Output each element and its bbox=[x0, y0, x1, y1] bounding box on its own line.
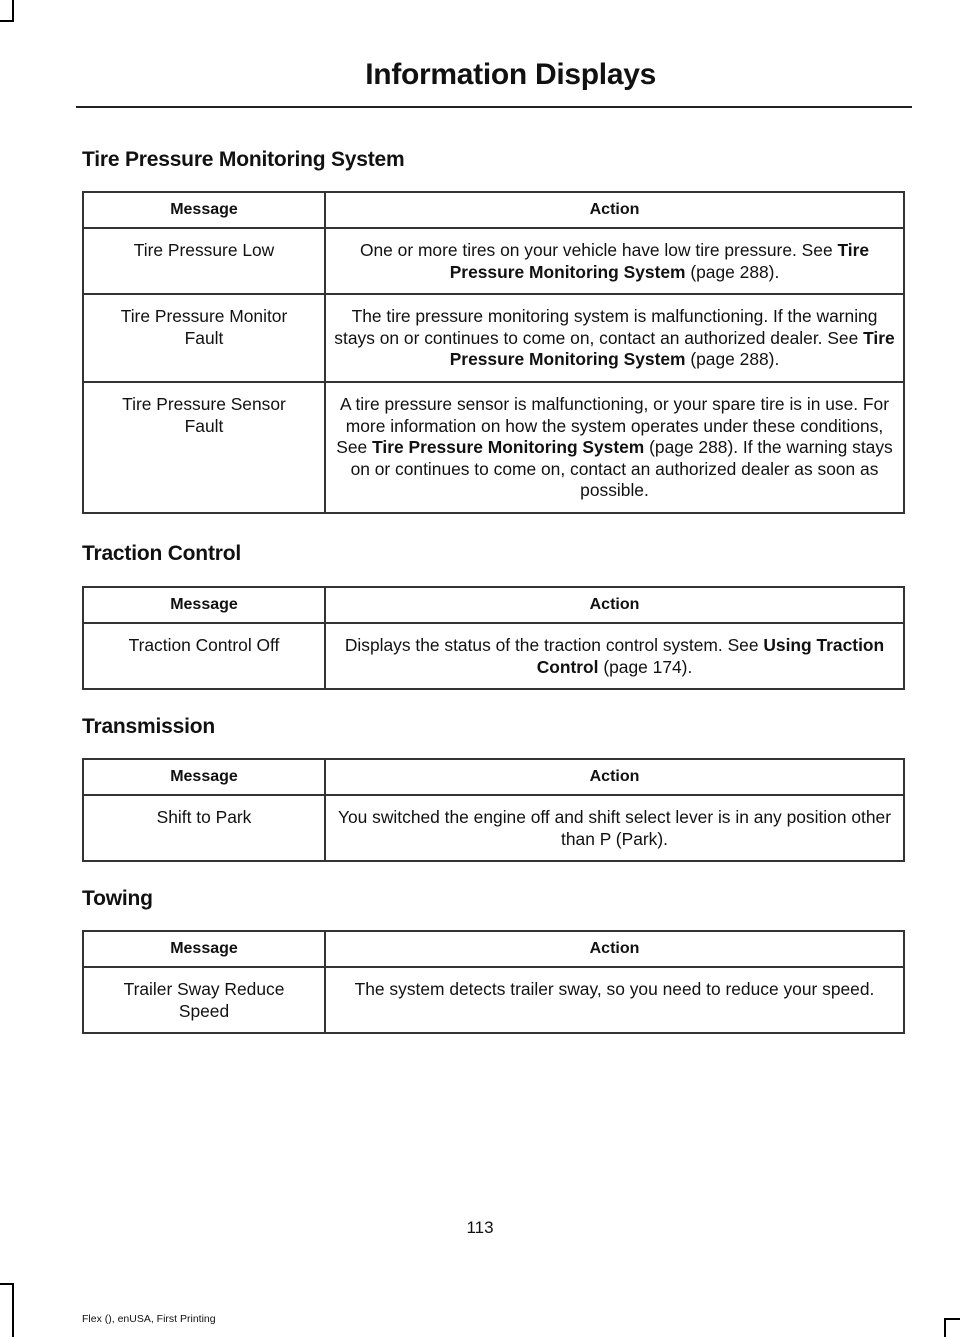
cross-reference-link[interactable]: Tire Pressure Monitoring System bbox=[449, 327, 895, 370]
column-header-message: Message bbox=[83, 931, 325, 967]
table-transmission bbox=[82, 758, 905, 862]
table-tpms bbox=[82, 191, 905, 514]
header-divider bbox=[76, 106, 912, 108]
column-header-action: Action bbox=[325, 759, 904, 795]
message-cell: Tire Pressure Sensor Fault bbox=[83, 382, 325, 513]
message-cell: Tire Pressure Low bbox=[83, 228, 325, 294]
crop-mark bbox=[0, 20, 14, 22]
table-header-row bbox=[83, 192, 904, 228]
crop-mark bbox=[944, 1318, 960, 1320]
message-cell: Trailer Sway Reduce Speed bbox=[83, 967, 325, 1033]
page-reference: (page 174). bbox=[598, 656, 693, 677]
footer-edition-note: Flex (), enUSA, First Printing bbox=[82, 1313, 216, 1325]
action-text: The tire pressure monitoring system is malfunctioning. If the warning stays on or continues to come on, contact an authorized dealer. See bbox=[334, 306, 878, 348]
table-header-row bbox=[83, 759, 904, 795]
action-cell bbox=[325, 294, 904, 382]
table-row bbox=[83, 228, 904, 294]
table-row bbox=[83, 967, 904, 1033]
message-cell: Shift to Park bbox=[83, 795, 325, 861]
page-title: Information Displays bbox=[365, 58, 656, 91]
table-towing bbox=[82, 930, 905, 1034]
page-reference: (page 288). bbox=[685, 261, 780, 282]
cross-reference-link[interactable]: Tire Pressure Monitoring System bbox=[372, 437, 645, 458]
table-row bbox=[83, 294, 904, 382]
message-cell: Traction Control Off bbox=[83, 623, 325, 689]
action-text: The system detects trailer sway, so you need to reduce your speed. bbox=[354, 979, 875, 999]
crop-mark bbox=[12, 0, 14, 20]
cross-reference-link[interactable]: Using Traction Control bbox=[536, 635, 885, 677]
action-cell bbox=[325, 382, 904, 513]
message-cell: Tire Pressure Monitor Fault bbox=[83, 294, 325, 382]
table-row bbox=[83, 623, 904, 689]
crop-mark bbox=[0, 1283, 14, 1285]
action-text: You switched the engine off and shift select lever is in any position other than P (Park). bbox=[338, 807, 891, 849]
table-header-row bbox=[83, 931, 904, 967]
table-row bbox=[83, 382, 904, 513]
section-title-transmission: Transmission bbox=[82, 715, 215, 738]
column-header-message: Message bbox=[83, 759, 325, 795]
crop-mark bbox=[944, 1318, 946, 1337]
column-header-action: Action bbox=[325, 192, 904, 228]
action-text: A tire pressure sensor is malfunctioning, or your spare tire is in use. For more information on how the system operates under these conditions, See bbox=[336, 393, 889, 458]
column-header-message: Message bbox=[83, 192, 325, 228]
action-text: (page 288). If the warning stays on or continues to come on, contact an authorized dealer as soon as possible. bbox=[350, 437, 893, 501]
cross-reference-link[interactable]: Tire Pressure Monitoring System bbox=[449, 240, 870, 282]
column-header-message: Message bbox=[83, 587, 325, 623]
action-cell bbox=[325, 967, 904, 1033]
crop-mark bbox=[12, 1283, 14, 1337]
table-row bbox=[83, 795, 904, 861]
section-title-tpms: Tire Pressure Monitoring System bbox=[82, 148, 405, 171]
page-number: 113 bbox=[466, 1218, 494, 1237]
table-traction-control bbox=[82, 586, 905, 690]
section-title-towing: Towing bbox=[82, 887, 153, 910]
action-cell bbox=[325, 795, 904, 861]
column-header-action: Action bbox=[325, 931, 904, 967]
action-text: Displays the status of the traction control system. See bbox=[344, 635, 764, 655]
action-cell bbox=[325, 623, 904, 689]
section-title-traction-control: Traction Control bbox=[82, 542, 241, 565]
page-reference: (page 288). bbox=[685, 349, 780, 370]
column-header-action: Action bbox=[325, 587, 904, 623]
table-header-row bbox=[83, 587, 904, 623]
action-cell bbox=[325, 228, 904, 294]
action-text: One or more tires on your vehicle have low tire pressure. See bbox=[359, 240, 838, 260]
